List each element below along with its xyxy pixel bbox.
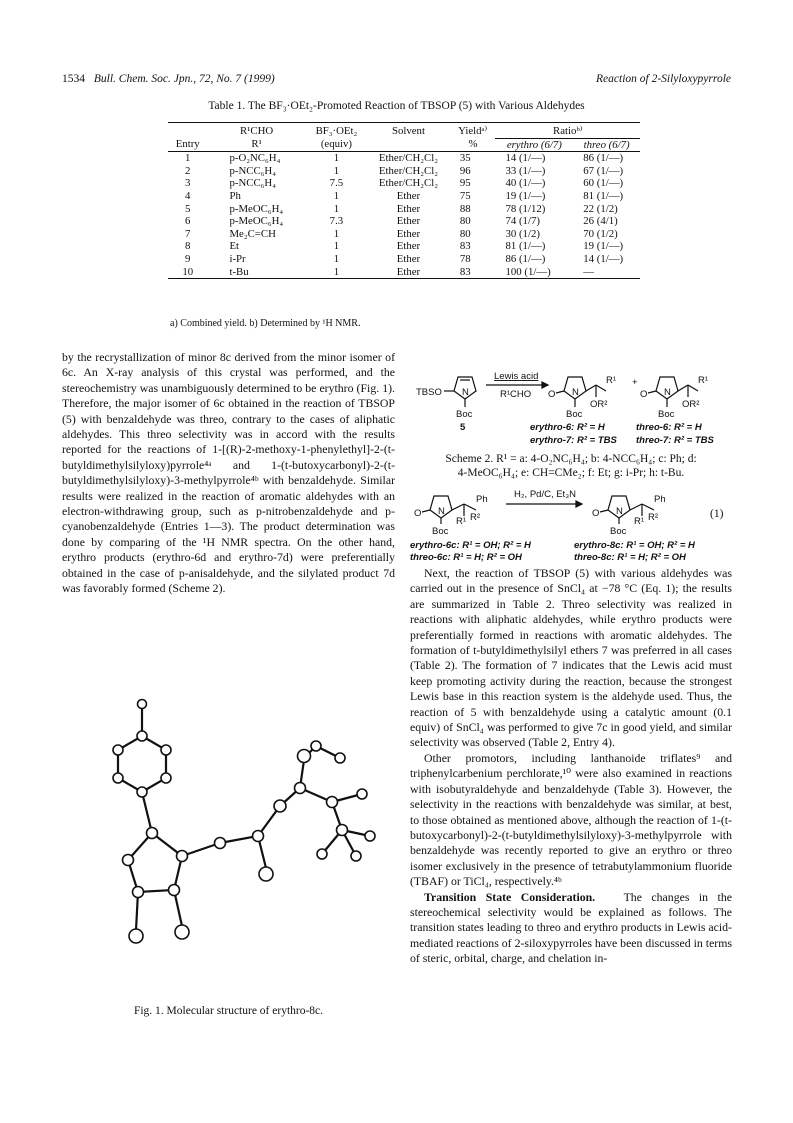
- r1-label: R¹: [698, 375, 709, 386]
- header-cell: %: [450, 138, 496, 152]
- table-cell: Et: [229, 240, 240, 253]
- table-cell: 100 (1/—): [495, 266, 573, 279]
- table-cell: 1: [333, 189, 340, 202]
- o-label: O: [548, 389, 556, 400]
- table-cell: p-NCC₆H₄: [229, 164, 276, 177]
- table-header-row: [168, 123, 640, 139]
- table-cell: 70 (1/2): [583, 227, 618, 240]
- tbso-label: TBSO: [416, 387, 442, 398]
- table-cell: 35: [459, 152, 471, 165]
- table-cell: Ether: [396, 215, 421, 228]
- header-cell: threo (6/7): [573, 138, 640, 152]
- page-number: 1534: [62, 73, 85, 85]
- table-cell: 1: [333, 202, 340, 215]
- table-cell: 1: [333, 240, 340, 253]
- table-cell: 7: [185, 227, 191, 240]
- table-cell: Ether: [396, 240, 421, 253]
- table-row: [168, 177, 640, 190]
- scheme-caption: [410, 452, 732, 480]
- table-1: [168, 122, 640, 279]
- paragraph: [410, 890, 732, 967]
- table-cell: 86 (1/—): [505, 252, 546, 265]
- table-row: [168, 152, 640, 165]
- equation-1-diagram: [410, 484, 732, 564]
- table-cell: 60 (1/—): [583, 177, 624, 190]
- table-cell: 9: [185, 252, 191, 265]
- table-cell: Ether: [396, 252, 421, 265]
- table-cell: 5: [185, 202, 191, 215]
- table-notes: a) Combined yield. b) Determined by ¹H NMR.: [170, 318, 361, 329]
- r1-label: R¹: [634, 516, 645, 527]
- or2-label: OR²: [682, 399, 700, 410]
- table-cell: 78: [459, 252, 471, 265]
- table-cell: 83: [450, 266, 496, 279]
- n-label: N: [616, 506, 623, 517]
- boc-label: Boc: [566, 409, 583, 420]
- paragraph: Other promotors, including lanthanoide triflates⁹ and triphenylcarbenium perchlorate,¹⁰ were also examined in reactions with isobutyraldehyde and benzaldehyde (Table 3). However, the selectivity in the reactions with benzaldehyde was similar, at best, to those obtained as mentioned above, although the reaction of 1-(t-butoxycarbonyl)-2-(t-butyldimethylsilyloxy)-3-methylpyrrole with benzaldehyde was recently reported to give an erythro or threo isomer exclusively in the presence of tetrabutylammonium fluoride (TBAF) or TiCl₄, respectively.⁴ᵇ: [410, 750, 732, 889]
- r2-label: R²: [648, 512, 659, 523]
- figure-caption: Fig. 1. Molecular structure of erythro-8c.: [133, 1005, 324, 1017]
- table-cell: Ether/CH₂Cl₂: [378, 164, 439, 177]
- table-cell: 81 (1/—): [505, 240, 546, 253]
- table-header-row: [168, 138, 640, 152]
- table-cell: 14 (1/—): [505, 152, 546, 165]
- table-cell: 1: [185, 152, 191, 165]
- table-row: [168, 266, 640, 279]
- table-cell: 1: [333, 152, 340, 165]
- table-cell: 10: [168, 266, 207, 279]
- right-column: [410, 566, 732, 967]
- table-cell: 40 (1/—): [505, 177, 546, 190]
- erythro-7-label: erythro-7: R² = TBS: [530, 435, 617, 446]
- erythro-6-label: erythro-6: R² = H: [530, 422, 605, 433]
- table-cell: 1: [333, 164, 340, 177]
- running-header: [62, 73, 731, 89]
- boc-label: Boc: [432, 526, 449, 537]
- table-cell: 22 (1/2): [583, 202, 618, 215]
- table-cell: 75: [459, 189, 471, 202]
- table-cell: Ether/CH₂Cl₂: [378, 152, 439, 165]
- n-label: N: [572, 387, 579, 398]
- hydrogenation-reagent-label: H₂, Pd/C, Et₃N: [514, 489, 576, 500]
- molecular-structure-figure: [70, 678, 390, 993]
- table-cell: p-MeOC₆H₄: [229, 215, 284, 228]
- table-cell: 86 (1/—): [583, 152, 624, 165]
- aldehyde-label: R¹CHO: [500, 389, 532, 400]
- table-row: [168, 190, 640, 203]
- running-title: Reaction of 2-Silyloxypyrrole: [596, 73, 731, 85]
- header-cell: Solvent: [367, 123, 450, 139]
- table-cell: t-Bu: [207, 266, 305, 279]
- left-column: [62, 350, 395, 597]
- table-cell: 8: [185, 240, 191, 253]
- table-cell: Ether/CH₂Cl₂: [378, 177, 439, 190]
- table-cell: 1: [306, 266, 367, 279]
- header-cell: Yieldᵃ⁾: [450, 123, 496, 139]
- r1-label: R¹: [456, 516, 467, 527]
- or2-label: OR²: [590, 399, 608, 410]
- table-cell: 3: [185, 177, 191, 190]
- erythro-8c-label: erythro-8c: R¹ = OH; R² = H: [574, 540, 695, 551]
- table-cell: 67 (1/—): [583, 164, 624, 177]
- boc-label: Boc: [456, 409, 473, 420]
- ph-label: Ph: [654, 494, 666, 505]
- table-cell: p-NCC₆H₄: [229, 177, 276, 190]
- section-text: The changes in the stereochemical selectivity would be explained as follows. The transition states leading to threo and erythro products in Lewis acid-mediated reactions of 2-siloxypyrroles have been discussed in terms of steric, orbital, charge, and chelation in-: [410, 889, 732, 966]
- table-cell: 7.3: [329, 215, 344, 228]
- r1-label: R¹: [606, 375, 617, 386]
- section-heading: Transition State Consideration.: [424, 889, 596, 904]
- header-cell: BF₃·OEt₂: [306, 123, 367, 139]
- threo-7-label: threo-7: R² = TBS: [636, 435, 714, 446]
- boc-label: Boc: [610, 526, 627, 537]
- paragraph: by the recrystallization of minor 8c derived from the minor isomer of 6c. An X-ray analysis of this crystal was performed, and the stereochemistry was unambiguously determined to be erythro (Fig. 1). Therefore, the major isomer of 6c obtained in the reaction of TBSOP (5) with benzaldehyde was threo, contrary to the cases of aliphatic aldehydes. This threo selectivity was in accord with the results reported for the reactions of 1-[(R)-2-methoxy-1-phenylethyl]-2-(t-butyldimethylsilyloxy)pyrrole⁴ᵃ and 1-(t-butoxycarbonyl)-2-(t-butyldimethylsilyloxy)-3-methylpyrrole⁴ᵇ with benzaldehyde. Similar results were realized in the reaction of aromatic aldehydes with an electron-withdrawing group, such as p-nitrobenzaldehyde and p-cyanobenzaldehyde (Entries 1—3). The product determination was done by comparing of the ¹H NMR spectra. On the other hand, erythro products (erythro-6d and erythro-7d) were preferentially obtained in the case of p-anisaldehyde, and the silylated product 7d was favorably formed (Scheme 2).: [62, 350, 395, 596]
- table-cell: Ether: [396, 189, 421, 202]
- table-cell: 81 (1/—): [583, 189, 624, 202]
- scheme-caption-line: 4-MeOC₆H₄; e: CH=CMe₂; f: Et; g: i-Pr; h: t-Bu.: [457, 467, 685, 479]
- header-cell: erythro (6/7): [495, 138, 573, 152]
- table-cell: 88: [459, 202, 471, 215]
- table-cell: 19 (1/—): [583, 240, 624, 253]
- table-cell: 4: [185, 189, 191, 202]
- n-label: N: [438, 506, 445, 517]
- table-row: [168, 240, 640, 253]
- plus-sign: +: [632, 377, 638, 388]
- header-cell: [367, 138, 450, 152]
- table-row: [168, 253, 640, 266]
- table-cell: 80: [459, 215, 471, 228]
- header-cell: [168, 123, 207, 139]
- table-cell: Ether: [396, 202, 421, 215]
- table-cell: Ph: [229, 189, 241, 202]
- table-cell: Ether: [367, 266, 450, 279]
- threo-8c-label: threo-8c: R¹ = H; R² = OH: [574, 552, 686, 563]
- n-label: N: [664, 387, 671, 398]
- o-label: O: [414, 508, 422, 519]
- o-label: O: [640, 389, 648, 400]
- header-cell: (equiv): [306, 138, 367, 152]
- table-cell: 2: [185, 164, 191, 177]
- n-label: N: [462, 387, 469, 398]
- r2-label: R²: [470, 512, 481, 523]
- threo-6-label: threo-6: R² = H: [636, 422, 702, 433]
- table-cell: 14 (1/—): [583, 252, 624, 265]
- table-cell: 1: [333, 252, 340, 265]
- table-row: [168, 165, 640, 178]
- table-cell: 96: [459, 164, 471, 177]
- scheme-2-diagram: [410, 355, 732, 465]
- header-cell: Ratioᵇ⁾: [495, 123, 640, 139]
- table-cell: 83: [459, 240, 471, 253]
- ph-label: Ph: [476, 494, 488, 505]
- header-cell: R¹: [207, 138, 305, 152]
- erythro-6c-label: erythro-6c: R¹ = OH; R² = H: [410, 540, 531, 551]
- table-cell: 1: [333, 227, 340, 240]
- table-cell: p-MeOC₆H₄: [229, 202, 284, 215]
- table-cell: p-O₂NC₆H₄: [229, 152, 281, 165]
- o-label: O: [592, 508, 600, 519]
- table-cell: 80: [459, 227, 471, 240]
- table-cell: 26 (4/1): [583, 215, 618, 228]
- table-cell: Ether: [396, 227, 421, 240]
- table-row: [168, 203, 640, 216]
- paragraph: Next, the reaction of TBSOP (5) with various aldehydes was carried out in the presence of SnCl₄ at −78 °C (Eq. 1); the results are summarized in Table 2. Threo selectivity was realized in reactions with aliphatic aldehydes, while erythro products were preferentially formed in reactions with aromatic aldehydes. The formation of t-butyldimethylsilyl ethers 7 was preferred in all cases (Table 2). The formation of 7 indicates that the Lewis acid must keep promoting activity during the reaction, because the strongest Lewis base in this reaction system is the aldehyde used. Thus, the reaction of 5 with benzaldehyde using a catalytic amount (0.1 equiv) of SnCl₄ was performed to give 7c in good yield, and similar selectivity was observed (Table 2, Entry 4).: [410, 566, 732, 750]
- table-cell: 95: [459, 177, 471, 190]
- table-cell: 7.5: [329, 177, 344, 190]
- table-cell: 78 (1/12): [505, 202, 546, 215]
- header-cell: R¹CHO: [207, 123, 305, 139]
- table-cell: —: [573, 266, 640, 279]
- journal-citation: Bull. Chem. Soc. Jpn., 72, No. 7 (1999): [93, 73, 275, 85]
- table-cell: 74 (1/7): [505, 215, 540, 228]
- table-caption: Table 1. The BF₃·OEt₂-Promoted Reaction of TBSOP (5) with Various Aldehydes: [208, 100, 585, 112]
- table-cell: 19 (1/—): [505, 189, 546, 202]
- table-cell: 33 (1/—): [505, 164, 546, 177]
- threo-6c-label: threo-6c: R¹ = H; R² = OH: [410, 552, 522, 563]
- scheme-caption-line: Scheme 2. R¹ = a: 4-O₂NC₆H₄; b: 4-NCC₆H₄; c: Ph; d:: [445, 453, 697, 465]
- table-row: [168, 215, 640, 228]
- equation-number: (1): [710, 508, 724, 520]
- table-cell: i-Pr: [229, 252, 246, 265]
- table-cell: 30 (1/2): [505, 227, 540, 240]
- header-cell: Entry: [168, 138, 207, 152]
- compound-5-label: 5: [460, 422, 466, 433]
- table-cell: 6: [185, 215, 191, 228]
- table-cell: Me₂C=CH: [229, 227, 276, 240]
- table-row: [168, 228, 640, 241]
- boc-label: Boc: [658, 409, 675, 420]
- lewis-acid-label: Lewis acid: [494, 371, 539, 382]
